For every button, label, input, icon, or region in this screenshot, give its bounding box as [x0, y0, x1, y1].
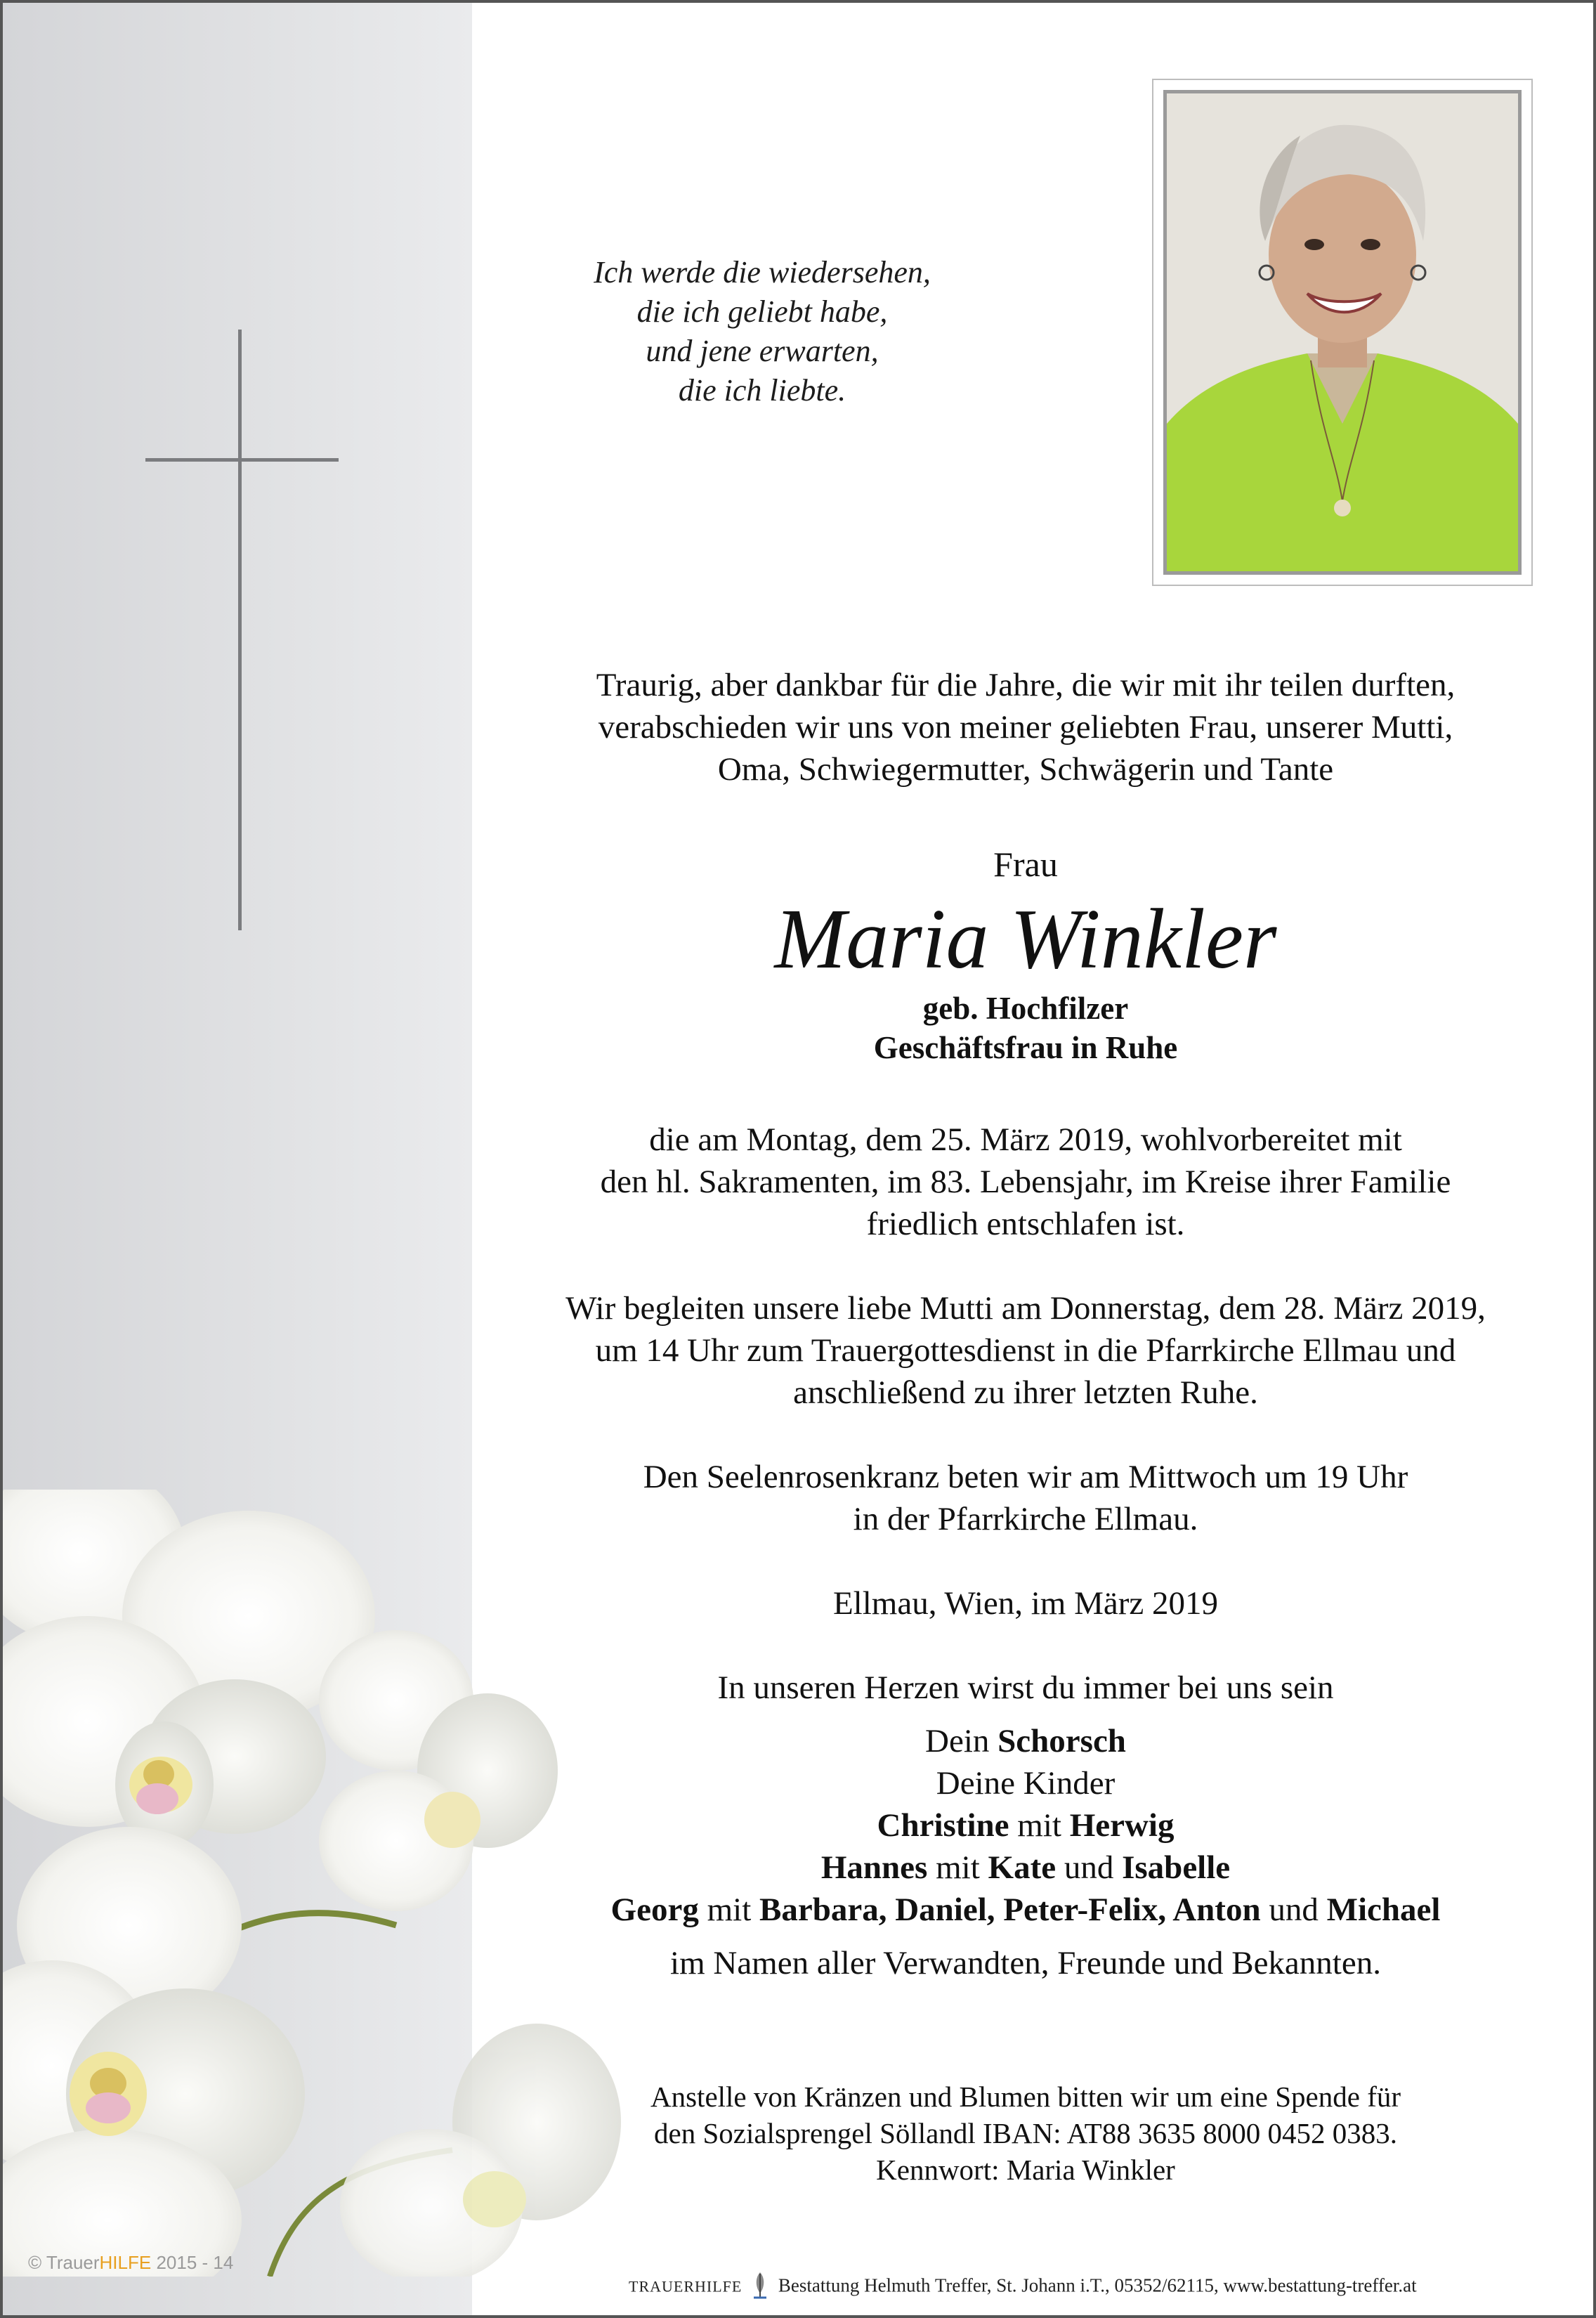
- family-closing: im Namen aller Verwandten, Freunde und Bekannten.: [670, 1945, 1381, 1981]
- memorial-quote: [541, 253, 983, 410]
- family-text: Dein: [925, 1723, 990, 1759]
- family-text: mit: [1009, 1807, 1070, 1844]
- rosary-paragraph: [492, 1456, 1559, 1540]
- cross-horizontal-bar: [145, 458, 339, 462]
- intro-line: verabschieden wir uns von meiner geliebten Frau, unserer Mutti,: [598, 709, 1453, 745]
- rosary-line: Den Seelenrosenkranz beten wir am Mittwoch um 19 Uhr: [643, 1459, 1408, 1495]
- family-name: Christine: [877, 1807, 1009, 1844]
- death-notice-line: friedlich entschlafen ist.: [866, 1206, 1185, 1242]
- deceased-title: Frau: [993, 845, 1058, 884]
- donation-line: Kennwort: Maria Winkler: [876, 2154, 1175, 2186]
- deceased-name: Maria Winkler: [774, 892, 1277, 987]
- funeral-line: um 14 Uhr zum Trauergottesdienst in die Pfarrkirche Ellmau und: [595, 1332, 1456, 1369]
- family-text: mit: [698, 1891, 760, 1928]
- family-text: mit: [927, 1849, 988, 1886]
- funeral-line: Wir begleiten unsere liebe Mutti am Donnerstag, dem 28. März 2019,: [565, 1290, 1486, 1327]
- death-notice-line: die am Montag, dem 25. März 2019, wohlvorbereitet mit: [649, 1121, 1402, 1158]
- cross-vertical-bar: [238, 330, 242, 930]
- death-notice-line: den hl. Sakramenten, im 83. Lebensjahr, im Kreise ihrer Familie: [600, 1164, 1451, 1200]
- feather-logo-icon: [751, 2271, 769, 2304]
- copyright-accent: HILFE: [99, 2252, 152, 2273]
- maiden-name: geb. Hochfilzer: [922, 991, 1129, 1026]
- family-name: Hannes: [820, 1849, 928, 1886]
- family-name: Herwig: [1069, 1807, 1175, 1844]
- family-name: Barbara, Daniel, Peter-Felix, Anton: [759, 1891, 1261, 1928]
- footer-funeral-home: Bestattung Helmuth Treffer, St. Johann i.T., 05352/62115, www.bestattung-treffer.at: [778, 2274, 1417, 2296]
- donation-request: [492, 2078, 1559, 2188]
- rosary-line: in der Pfarrkirche Ellmau.: [853, 1501, 1198, 1537]
- family-text: und: [1056, 1849, 1123, 1886]
- footer-brand: TRAUERHILFE: [629, 2277, 743, 2296]
- portrait-illustration: [1167, 93, 1518, 571]
- family-name: Isabelle: [1122, 1849, 1231, 1886]
- portrait-photo: [1163, 90, 1522, 575]
- orchid-bloom-1: [3, 1490, 375, 1848]
- family-line: [492, 1720, 1559, 1762]
- funeral-paragraph: [492, 1287, 1559, 1414]
- family-name: Kate: [988, 1849, 1057, 1886]
- family-signatures: [492, 1720, 1559, 1984]
- family-name: Schorsch: [998, 1723, 1126, 1759]
- funeral-home-footer: [629, 2271, 1417, 2304]
- copyright-suffix: 2015 - 14: [151, 2252, 234, 2273]
- death-notice-paragraph: [492, 1119, 1559, 1245]
- family-name: Michael: [1326, 1891, 1441, 1928]
- orchid-bloom-2: [3, 1827, 305, 2277]
- copyright-notice: [28, 2252, 233, 2274]
- intro-line: Traurig, aber dankbar für die Jahre, die wir mit ihr teilen durften,: [596, 667, 1456, 703]
- portrait-frame: [1152, 79, 1533, 586]
- funeral-line: anschließend zu ihrer letzten Ruhe.: [793, 1374, 1258, 1411]
- intro-line: Oma, Schwiegermutter, Schwägerin und Tante: [717, 751, 1334, 788]
- occupation: Geschäftsfrau in Ruhe: [873, 1030, 1178, 1065]
- place-date: Ellmau, Wien, im März 2019: [832, 1585, 1219, 1622]
- family-name: Georg: [610, 1891, 699, 1928]
- family-line: [492, 1847, 1559, 1889]
- donation-line: Anstelle von Kränzen und Blumen bitten wir um eine Spende für: [650, 2081, 1401, 2113]
- quote-line: Ich werde die wiedersehen,: [594, 255, 931, 289]
- farewell-line: In unseren Herzen wirst du immer bei uns sein: [717, 1669, 1334, 1706]
- quote-line: und jene erwarten,: [646, 334, 879, 368]
- intro-paragraph: [492, 664, 1559, 790]
- donation-line: den Sozialsprengel Söllandl IBAN: AT88 3635 8000 0452 0383.: [654, 2117, 1397, 2149]
- family-line: [492, 1889, 1559, 1931]
- family-text: und: [1260, 1891, 1327, 1928]
- family-line: [492, 1804, 1559, 1847]
- quote-line: die ich liebte.: [678, 373, 846, 408]
- quote-line: die ich geliebt habe,: [636, 294, 888, 329]
- copyright-prefix: © Trauer: [28, 2252, 100, 2273]
- family-line: Deine Kinder: [936, 1765, 1116, 1802]
